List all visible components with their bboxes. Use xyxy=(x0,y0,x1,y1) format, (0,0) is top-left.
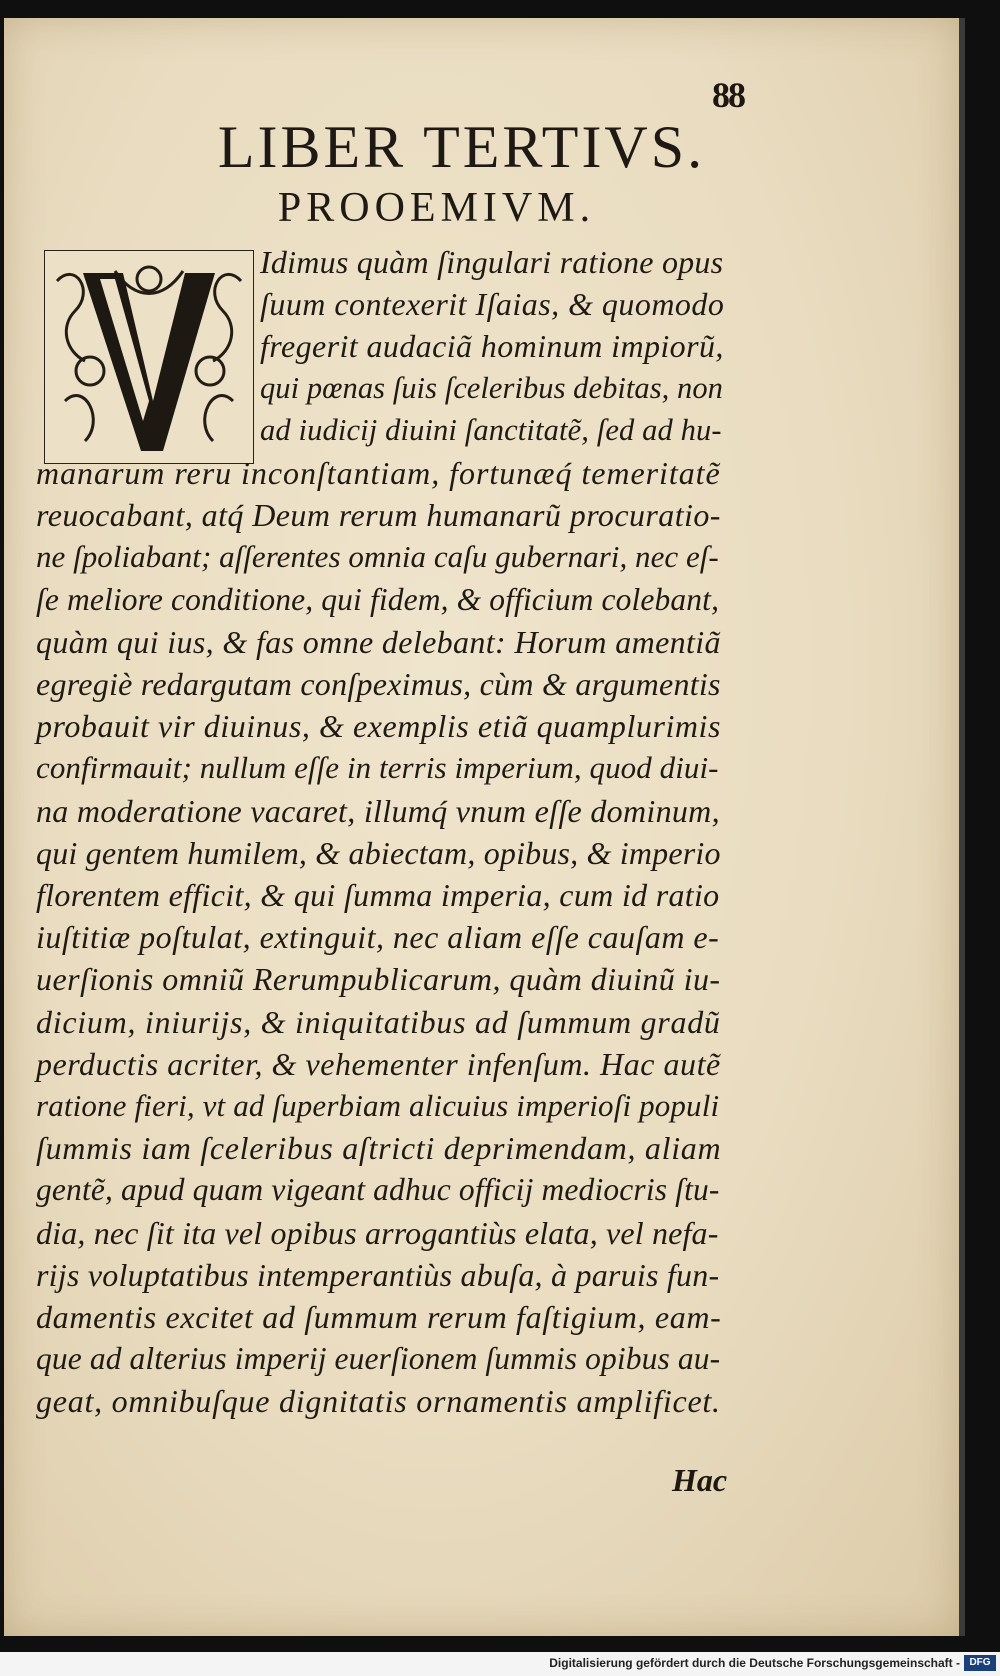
text-line: uerſionis omniũ Rerumpublicarum, quàm diuinũ iu- xyxy=(36,961,721,998)
text-line: perductis acriter, & vehementer infenſum. Hac autẽ xyxy=(36,1045,721,1082)
text-line: rijs voluptatibus intemperantiùs abuſa, à paruis fun- xyxy=(36,1256,720,1293)
text-line: ſummis iam ſceleribus aſtricti deprimendam, aliam xyxy=(36,1130,722,1167)
text-line: na moderatione vacaret, illumq́ vnum eſſe dominum, xyxy=(36,792,720,829)
text-line: geat, omnibuſque dignitatis ornamentis amplificet. xyxy=(36,1383,721,1420)
text-line: iuſtitiæ poſtulat, extinguit, nec aliam eſſe cauſam e- xyxy=(36,919,720,956)
text-line: fregerit audaciã hominum impiorũ, xyxy=(260,328,724,365)
catchword: Hac xyxy=(672,1462,728,1498)
text-line: florentem efficit, & qui ſumma imperia, cum id ratio xyxy=(36,877,720,913)
text-line: manarum reru inconſtantiam, fortunæq́ temeritatẽ xyxy=(36,455,721,491)
book-page xyxy=(4,18,965,1636)
decorated-initial xyxy=(44,250,254,464)
chapter-title: PROOEMIVM. xyxy=(277,185,596,231)
text-line: que ad alterius imperij euerſionem ſummis opibus au- xyxy=(36,1341,721,1377)
dfg-logo: DFG xyxy=(964,1655,996,1671)
text-line: egregiè redargutam conſpeximus, cùm & argumentis xyxy=(36,666,721,702)
text-line: dia, nec ſit ita vel opibus arrogantiùs elata, vel nefa- xyxy=(36,1214,719,1251)
text-line: qui pœnas ſuis ſceleribus debitas, non xyxy=(260,370,723,405)
book-title: LIBER TERTIVS. xyxy=(217,114,706,180)
text-line: reuocabant, atq́ Deum rerum humanarũ procuratio- xyxy=(36,497,721,534)
text-line: Idimus quàm ſingulari ratione opus xyxy=(260,244,724,280)
text-line: dicium, iniurijs, & iniquitatibus ad ſummum gradũ xyxy=(36,1003,721,1040)
decorated-initial-v-icon xyxy=(45,251,253,463)
funding-credit: Digitalisierung gefördert durch die Deutsche Forschungsgemeinschaft - xyxy=(549,1656,960,1670)
text-line: ſe meliore conditione, qui fidem, & officium colebant, xyxy=(36,581,720,617)
text-line: ſuum contexerit Iſaias, & quomodo xyxy=(260,286,725,323)
text-line: ad iudicij diuini ſanctitatẽ, ſed ad hu- xyxy=(260,412,722,447)
text-line: quàm qui ius, & fas omne delebant: Horum amentiã xyxy=(36,623,721,660)
text-line: damentis excitet ad ſummum rerum faſtigium, eam- xyxy=(36,1299,722,1335)
text-line: probauit vir diuinus, & exemplis etiã quamplurimis xyxy=(36,708,722,745)
text-line: ratione fieri, vt ad ſuperbiam alicuius imperioſi populi xyxy=(36,1088,720,1123)
text-line: gentẽ, apud quam vigeant adhuc officij mediocris ſtu- xyxy=(36,1172,720,1208)
text-line: ne ſpoliabant; aſſerentes omnia caſu gubernari, nec eſ- xyxy=(36,539,719,575)
text-line: confirmauit; nullum eſſe in terris imperium, quod diui- xyxy=(36,750,719,786)
text-line: qui gentem humilem, & abiectam, opibus, & imperio xyxy=(36,834,721,871)
folio-number: 88 xyxy=(712,75,744,115)
digitization-footer xyxy=(0,1652,1000,1676)
